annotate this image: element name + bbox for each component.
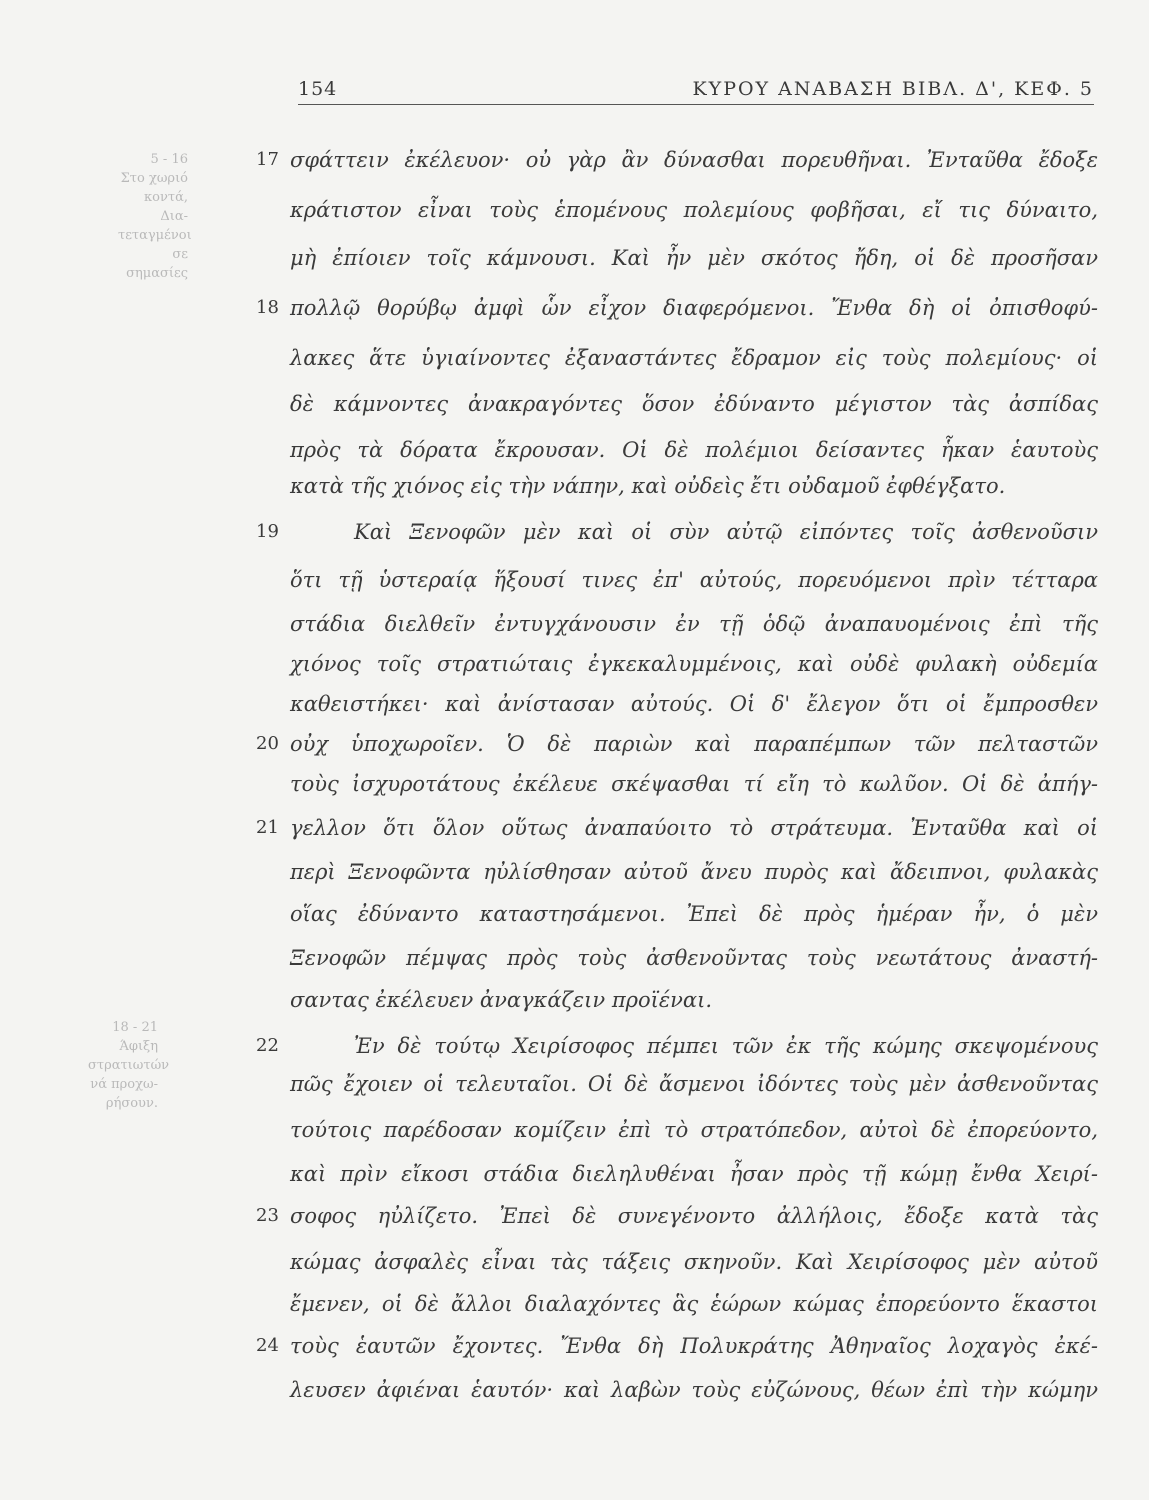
page-number: 154: [298, 78, 338, 100]
line-text: κράτιστον εἶναι τοὺς ἑπομένους πολεμίους φοβῆσαι, εἴ τις δύναιτο,: [290, 198, 1098, 222]
text-line: [256, 808, 1098, 848]
text-line: [290, 430, 1098, 470]
line-text: κώμας ἀσφαλὲς εἶναι τὰς τάξεις σκηνοῦν. Καὶ Χειρίσοφος μὲν αὐτοῦ: [290, 1250, 1098, 1274]
text-line: [290, 1064, 1098, 1104]
text-line: [290, 980, 1098, 1020]
text-line: [290, 1370, 1098, 1410]
section-number: 24: [256, 1335, 279, 1356]
line-text: δὲ κάμνοντες ἀνακραγόντες ὅσον ἐδύναντο μέγιστον τὰς ἀσπίδας: [290, 392, 1098, 416]
text-line: [290, 338, 1098, 378]
line-text: γελλον ὅτι ὅλον οὕτως ἀναπαύοιτο τὸ στράτευμα. Ἐνταῦθα καὶ οἱ: [290, 816, 1098, 840]
text-line: [290, 684, 1098, 724]
line-text: κατὰ τῆς χιόνος εἰς τὴν νάπην, καὶ οὐδεὶς ἔτι οὐδαμοῦ ἐφθέγξατο.: [290, 474, 1006, 498]
line-text: λακες ἅτε ὑγιαίνοντες ἐξαναστάντες ἔδραμον εἰς τοὺς πολεμίους· οἱ: [290, 346, 1098, 370]
line-text: ἔμενεν, οἱ δὲ ἄλλοι διαλαχόντες ἃς ἑώρων κώμας ἐπορεύοντο ἕκαστοι: [290, 1292, 1098, 1316]
text-line: [256, 1196, 1098, 1236]
line-text: πῶς ἔχοιεν οἱ τελευταῖοι. Οἱ δὲ ἄσμενοι ἰδόντες τοὺς μὲν ἀσθενοῦντας: [290, 1072, 1098, 1096]
text-line: [256, 140, 1098, 180]
section-number: 21: [256, 817, 279, 838]
text-line: [290, 938, 1098, 978]
line-text: Ἐν δὲ τούτῳ Χειρίσοφος πέμπει τῶν ἐκ τῆς κώμης σκεψομένους: [354, 1034, 1098, 1058]
running-head: ΚΥΡΟΥ ΑΝΑΒΑΣΗ ΒΙΒΛ. Δ', ΚΕΦ. 5: [692, 78, 1094, 100]
text-line: [256, 1326, 1098, 1366]
line-text: τούτοις παρέδοσαν κομίζειν ἐπὶ τὸ στρατόπεδον, αὐτοὶ δὲ ἐπορεύοντο,: [290, 1118, 1098, 1142]
section-number: 18: [256, 297, 279, 318]
section-number: 22: [256, 1035, 279, 1056]
line-text: Καὶ Ξενοφῶν μὲν καὶ οἱ σὺν αὐτῷ εἰπόντες τοῖς ἀσθενοῦσιν: [354, 520, 1098, 544]
section-number: 20: [256, 733, 279, 754]
text-line: [256, 288, 1098, 328]
line-text: Ξενοφῶν πέμψας πρὸς τοὺς ἀσθενοῦντας τοὺς νεωτάτους ἀναστή-: [290, 946, 1098, 970]
line-text: πρὸς τὰ δόρατα ἔκρουσαν. Οἱ δὲ πολέμιοι δείσαντες ἧκαν ἑαυτοὺς: [290, 438, 1098, 462]
text-line: [290, 384, 1098, 424]
text-line: [290, 1110, 1098, 1150]
line-text: περὶ Ξενοφῶντα ηὐλίσθησαν αὐτοῦ ἄνευ πυρὸς καὶ ἄδειπνοι, φυλακὰς: [290, 860, 1098, 884]
header-rule: [298, 104, 1094, 105]
text-line: [290, 894, 1098, 934]
text-line: [290, 560, 1098, 600]
text-line: [290, 466, 1098, 506]
line-text: οἵας ἐδύναντο καταστησάμενοι. Ἐπεὶ δὲ πρὸς ἡμέραν ἦν, ὁ μὲν: [290, 902, 1098, 926]
line-text: πολλῷ θορύβῳ ἀμφὶ ὧν εἶχον διαφερόμενοι. Ἔνθα δὴ οἱ ὀπισθοφύ-: [290, 296, 1098, 320]
line-text: τοὺς ἰσχυροτάτους ἐκέλευε σκέψασθαι τί εἴη τὸ κωλῦον. Οἱ δὲ ἀπήγ-: [290, 772, 1098, 796]
margin-note-middle: 18 - 21 Άφιξη στρατιωτών νά προχω- ρήσουν.: [88, 1020, 170, 1111]
line-text: καὶ πρὶν εἴκοσι στάδια διεληλυθέναι ἦσαν πρὸς τῇ κώμῃ ἔνθα Χειρί-: [290, 1162, 1098, 1186]
line-text: στάδια διελθεῖν ἐντυγχάνουσιν ἐν τῇ ὁδῷ ἀναπαυομένοις ἐπὶ τῆς: [290, 612, 1098, 636]
line-text: τοὺς ἑαυτῶν ἔχοντες. Ἔνθα δὴ Πολυκράτης Ἀθηναῖος λοχαγὸς ἐκέ-: [290, 1334, 1098, 1358]
section-number: 17: [256, 149, 279, 170]
section-number: 19: [256, 521, 279, 542]
text-line: [290, 238, 1098, 278]
text-line: [256, 724, 1098, 764]
margin-note-top: 5 - 16 Στο χωριό κοντά, Δια- τεταγμένοι σε σημασίες: [118, 152, 192, 281]
text-line: [290, 764, 1098, 804]
line-text: μὴ ἐπίοιεν τοῖς κάμνουσι. Καὶ ἦν μὲν σκότος ἤδη, οἱ δὲ προσῆσαν: [290, 246, 1098, 270]
line-text: οὐχ ὑποχωροῖεν. Ὁ δὲ παριὼν καὶ παραπέμπων τῶν πελταστῶν: [290, 732, 1098, 756]
text-line: [256, 1026, 1098, 1066]
text-line: [290, 1284, 1098, 1324]
text-line: [290, 604, 1098, 644]
text-line: [290, 1242, 1098, 1282]
text-line: [290, 644, 1098, 684]
text-line: [290, 190, 1098, 230]
line-text: σοφος ηὐλίζετο. Ἐπεὶ δὲ συνεγένοντο ἀλλήλοις, ἔδοξε κατὰ τὰς: [290, 1204, 1098, 1228]
line-text: λευσεν ἀφιέναι ἑαυτόν· καὶ λαβὼν τοὺς εὐζώνους, θέων ἐπὶ τὴν κώμην: [290, 1378, 1098, 1402]
line-text: καθειστήκει· καὶ ἀνίστασαν αὐτούς. Οἱ δ' ἔλεγον ὅτι οἱ ἔμπροσθεν: [290, 692, 1098, 716]
line-text: σφάττειν ἐκέλευον· οὐ γὰρ ἂν δύνασθαι πορευθῆναι. Ἐνταῦθα ἔδοξε: [290, 148, 1098, 172]
section-number: 23: [256, 1205, 279, 1226]
line-text: ὅτι τῇ ὑστεραίᾳ ἥξουσί τινες ἐπ' αὐτούς, πορευόμενοι πρὶν τέτταρα: [290, 568, 1098, 592]
line-text: σαντας ἐκέλευεν ἀναγκάζειν προϊέναι.: [290, 988, 712, 1012]
page-header: [298, 70, 1094, 104]
text-line: [290, 852, 1098, 892]
text-line: [256, 512, 1098, 552]
line-text: χιόνος τοῖς στρατιώταις ἐγκεκαλυμμένοις, καὶ οὐδὲ φυλακὴ οὐδεμία: [290, 652, 1098, 676]
text-line: [290, 1154, 1098, 1194]
